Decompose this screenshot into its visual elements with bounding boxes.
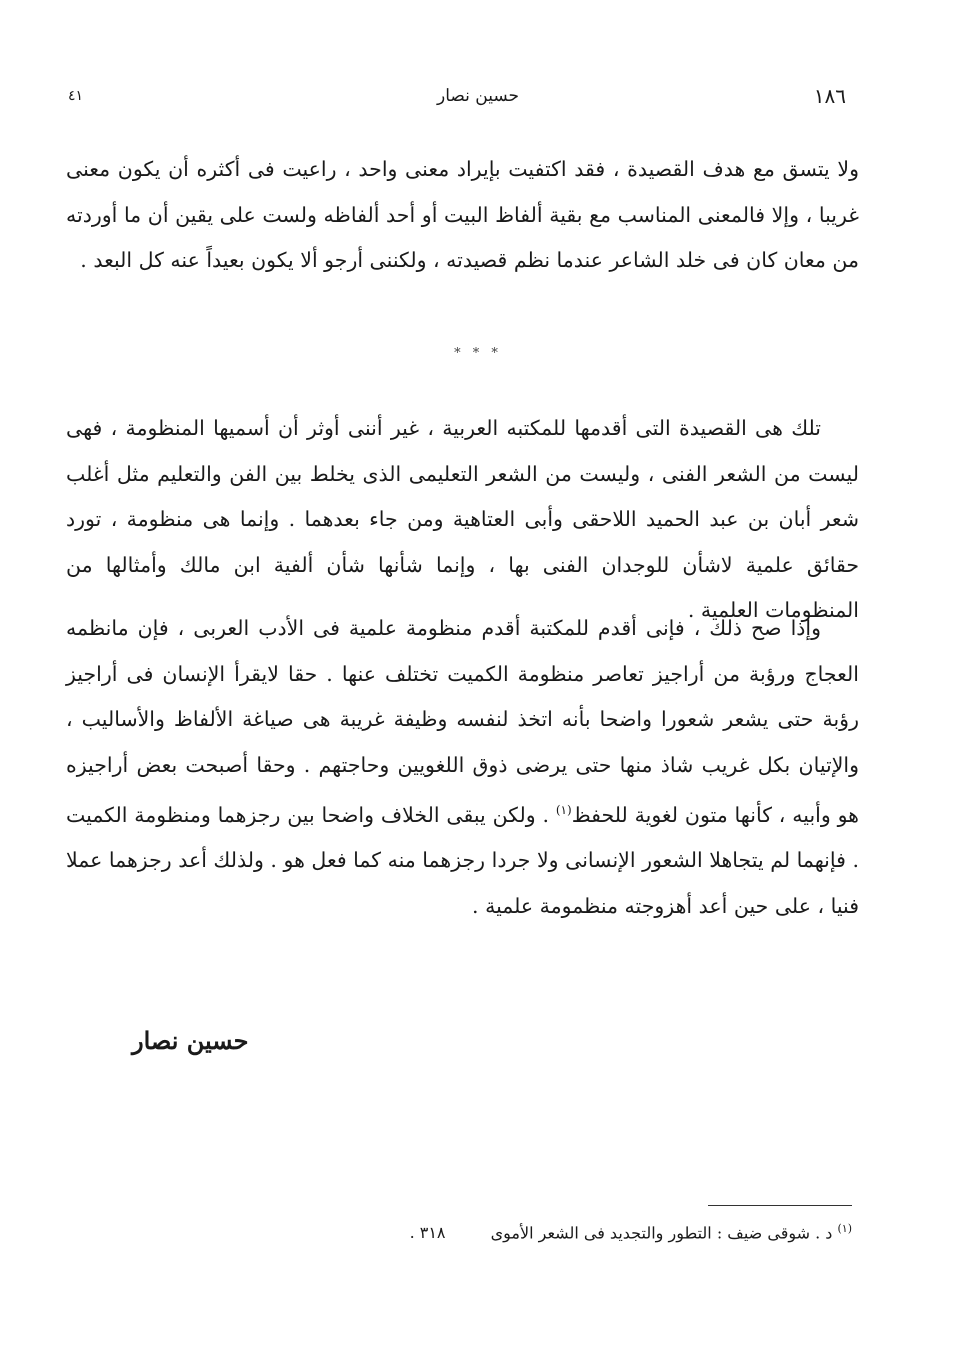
footnote-reference: (١) <box>555 803 572 817</box>
paragraph-3-text-end: . ولكن يبقى الخلاف واضحا بين رجزهما ومنظومة الكميت . فإنهما لم يتجاهلا الشعور الإنسانى ولا جردا رجزهما منه كما فعل هو . ولذلك أعد رجزهما عملا فنيا ، على حين أعد أهزوجته منظمومة علمية . <box>66 802 859 918</box>
paragraph-3-text-start: وإذا صح ذلك ، فإنى أقدم للمكتبة أقدم منظومة علمية فى الأدب العربى ، فإن مانظمه العجاج ورؤبة من أراجيز تعاصر منظومة الكميت تختلف عنها . حقا لايقرأ الإنسان فى أراجيز رؤبة حتى يشعر شعورا واضحا بأنه اتخذ لنفسه وظيفة غريبة هى صياغة الألفاظ والأساليب ، والإتيان بكل غريب شاذ منها حتى يرضى ذوق اللغويين وحاجتهم . وحقا أصبحت بعض أراجيزه هو وأبيه ، كأنها متون لغوية للحفظ <box>66 616 859 827</box>
footnote-divider <box>708 1205 852 1206</box>
paragraph-2: تلك هى القصيدة التى أقدمها للمكتبه العربية ، غير أننى أوثر أن أسميها المنظومة ، فهى ليست من الشعر الفنى ، وليست من الشعر التعليمى الذى يخلط بين الفن والتعليم مثل أغلب شعر أبان بن عبد الحميد اللاحقى وأبى العتاهية ومن جاء بعدهما . وإنما هى منظومة ، تورد حقائق علمية لاشأن للوجدان الفنى بها ، وإنما شأنها شأن ألفية ابن مالك وأمثالها من المنظومات العلمية . <box>66 416 859 622</box>
footnote-text: د . شوقى ضيف : التطور والتجديد فى الشعر الأموى <box>490 1223 833 1243</box>
section-separator: * * * <box>454 346 502 361</box>
footnote-page-reference: ٣١٨ . <box>409 1223 446 1243</box>
footnote <box>410 1222 852 1242</box>
footnote-marker: (١) <box>837 1222 852 1235</box>
author-signature: حسين نصار <box>132 1026 249 1055</box>
paragraph-1: ولا يتسق مع هدف القصيدة ، فقد اكتفيت بإيراد معنى واحد ، راعيت فى أكثره أن يكون معنى غريبا ، وإلا فالمعنى المناسب مع بقية ألفاظ البيت أو أحد ألفاظه ولست على يقين أن ما أوردته من معان كان فى خلد الشاعر عندما نظم قصيدته ، ولكننى أرجو ألا يكون بعيداً عنه كل البعد . <box>66 157 859 272</box>
running-header-author: حسين نصار <box>436 86 519 106</box>
page-number: ١٨٦ <box>813 84 846 108</box>
paragraph-3 <box>66 606 859 929</box>
sheet-number: ٤١ <box>68 88 84 104</box>
